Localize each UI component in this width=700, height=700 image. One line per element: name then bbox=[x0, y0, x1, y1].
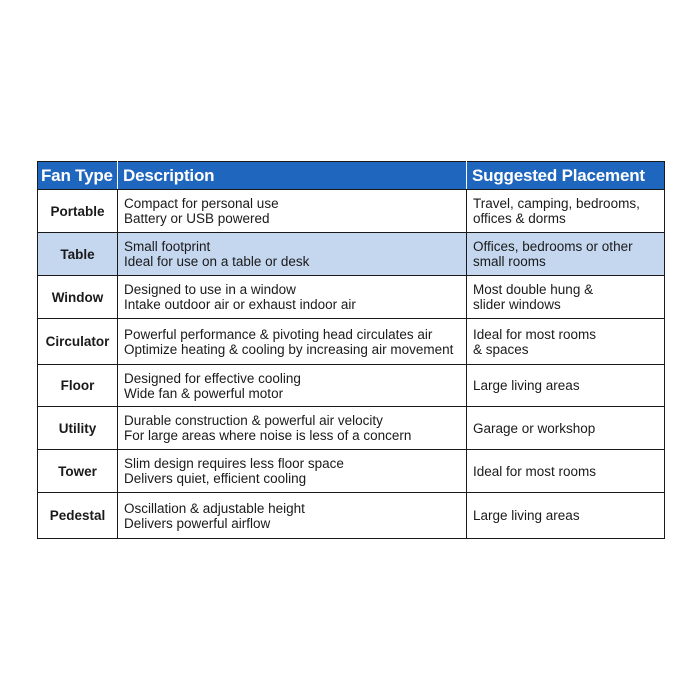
fan-type-table bbox=[37, 161, 665, 539]
fan-type-cell: Window bbox=[38, 276, 118, 319]
fan-type-cell: Pedestal bbox=[38, 493, 118, 539]
fan-type-cell: Portable bbox=[38, 190, 118, 233]
description-cell bbox=[118, 450, 467, 493]
description-line: Oscillation & adjustable height bbox=[124, 500, 305, 516]
table-header bbox=[38, 162, 665, 190]
placement-cell bbox=[467, 450, 665, 493]
header-suggested-placement: Suggested Placement bbox=[467, 162, 665, 190]
placement-line: slider windows bbox=[473, 297, 561, 312]
description-line: Delivers powerful airflow bbox=[124, 515, 271, 531]
description-line: For large areas where noise is less of a concern bbox=[124, 428, 412, 443]
description-line: Slim design requires less floor space bbox=[124, 456, 344, 471]
placement-line: Large living areas bbox=[473, 508, 580, 523]
description-cell bbox=[118, 407, 467, 450]
description-line: Durable construction & powerful air velocity bbox=[124, 413, 383, 428]
header-row bbox=[38, 162, 665, 190]
description-line: Powerful performance & pivoting head circulates air bbox=[124, 326, 433, 342]
description-cell bbox=[118, 233, 467, 276]
placement-line: Offices, bedrooms or other bbox=[473, 239, 633, 254]
placement-cell bbox=[467, 276, 665, 319]
table-row bbox=[38, 450, 665, 493]
placement-cell bbox=[467, 233, 665, 276]
description-line: Battery or USB powered bbox=[124, 211, 270, 226]
fan-type-cell: Utility bbox=[38, 407, 118, 450]
placement-cell bbox=[467, 365, 665, 407]
description-line: Wide fan & powerful motor bbox=[124, 385, 284, 401]
description-line: Ideal for use on a table or desk bbox=[124, 254, 310, 269]
placement-line: small rooms bbox=[473, 254, 546, 269]
fan-type-cell: Table bbox=[38, 233, 118, 276]
placement-line: offices & dorms bbox=[473, 211, 566, 226]
description-cell bbox=[118, 493, 467, 539]
placement-cell bbox=[467, 493, 665, 539]
placement-line: Most double hung & bbox=[473, 282, 594, 297]
table-row bbox=[38, 407, 665, 450]
placement-cell bbox=[467, 407, 665, 450]
table-row bbox=[38, 493, 665, 539]
table-row bbox=[38, 190, 665, 233]
placement-line: Large living areas bbox=[473, 378, 580, 393]
table-body bbox=[38, 190, 665, 539]
placement-line: Ideal for most rooms bbox=[473, 463, 597, 479]
header-fan-type: Fan Type bbox=[38, 162, 118, 190]
description-cell bbox=[118, 365, 467, 407]
description-line: Optimize heating & cooling by increasing air movement bbox=[124, 341, 454, 357]
description-line: Designed to use in a window bbox=[124, 282, 296, 297]
description-cell bbox=[118, 319, 467, 365]
table-row bbox=[38, 233, 665, 276]
description-line: Intake outdoor air or exhaust indoor air bbox=[124, 297, 356, 312]
placement-line: & spaces bbox=[473, 341, 529, 357]
description-line: Small footprint bbox=[124, 239, 211, 254]
fan-type-cell: Floor bbox=[38, 365, 118, 407]
fan-type-cell: Circulator bbox=[38, 319, 118, 365]
fan-type-cell: Tower bbox=[38, 450, 118, 493]
table-row bbox=[38, 276, 665, 319]
placement-line: Travel, camping, bedrooms, bbox=[473, 196, 640, 211]
description-line: Designed for effective cooling bbox=[124, 370, 301, 386]
placement-cell bbox=[467, 319, 665, 365]
table-row bbox=[38, 365, 665, 407]
description-line: Delivers quiet, efficient cooling bbox=[124, 471, 307, 486]
table-row bbox=[38, 319, 665, 365]
placement-line: Garage or workshop bbox=[473, 420, 596, 436]
description-line: Compact for personal use bbox=[124, 196, 279, 211]
description-cell bbox=[118, 190, 467, 233]
header-description: Description bbox=[118, 162, 467, 190]
description-cell bbox=[118, 276, 467, 319]
placement-cell bbox=[467, 190, 665, 233]
placement-line: Ideal for most rooms bbox=[473, 326, 597, 342]
